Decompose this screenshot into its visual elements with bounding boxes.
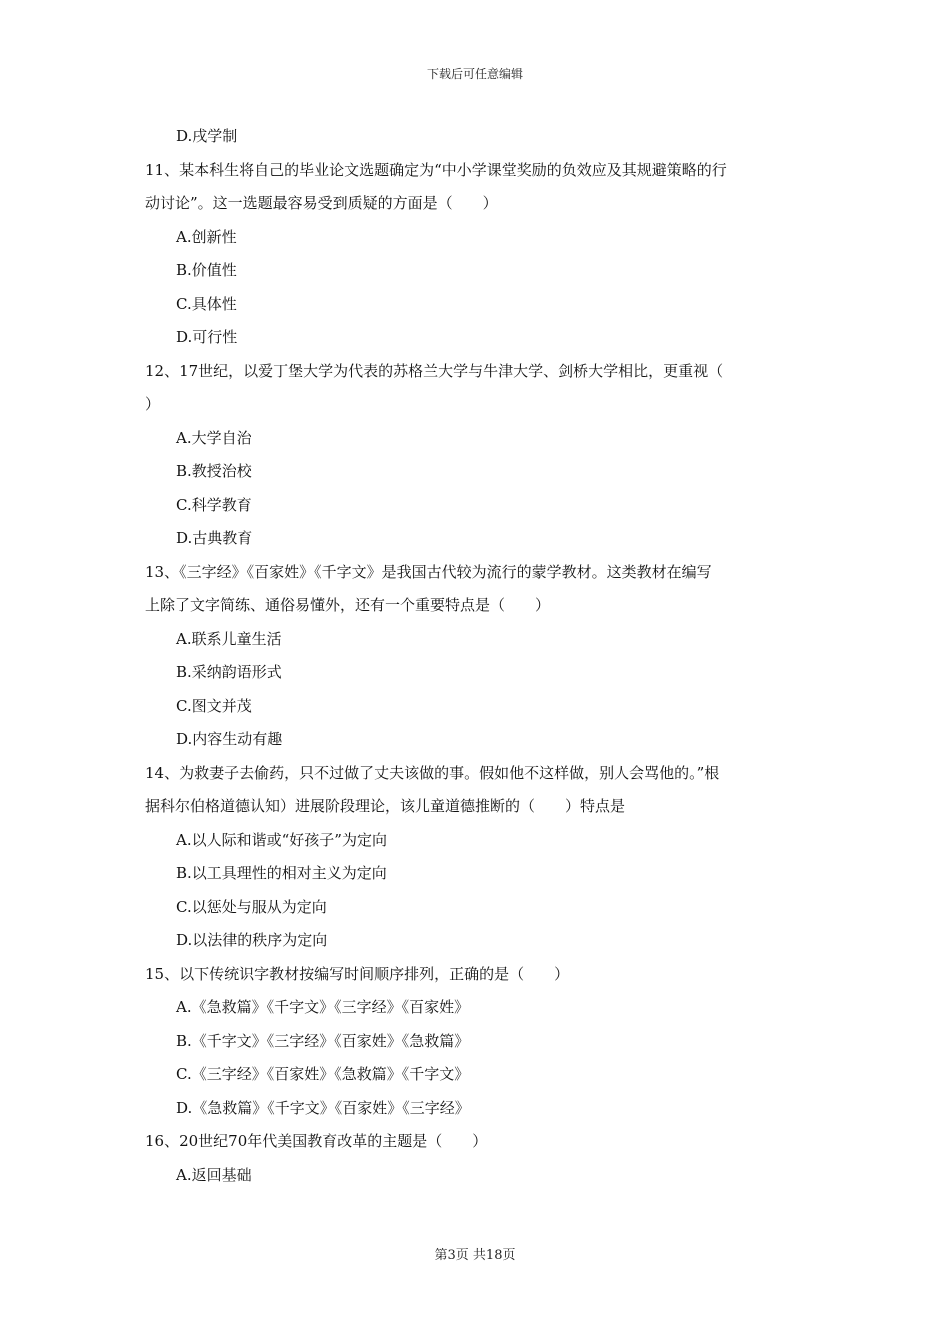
- answer-option: B.以工具理性的相对主义为定向: [176, 864, 387, 882]
- answer-option: A.创新性: [176, 227, 237, 246]
- question-text: 13、《三字经》《百家姓》《千字文》是我国古代较为流行的蒙学教材。这类教材在编写: [145, 562, 712, 581]
- answer-option: D.内容生动有趣: [176, 730, 283, 748]
- answer-option: B.采纳韵语形式: [176, 663, 282, 681]
- answer-option: A.以人际和谐或“好孩子”为定向: [176, 830, 387, 849]
- answer-option: A.《急救篇》《千字文》《三字经》《百家姓》: [176, 998, 470, 1016]
- answer-option: D.《急救篇》《千字文》《百家姓》《三字经》: [176, 1098, 470, 1117]
- answer-option: C.图文并茂: [176, 696, 252, 715]
- question-text: 12、17世纪，以爱丁堡大学为代表的苏格兰大学与牛津大学、剑桥大学相比，更重视（: [145, 361, 724, 380]
- answer-option: D.以法律的秩序为定向: [176, 931, 328, 949]
- answer-option: B.价值性: [176, 261, 237, 279]
- answer-option: C.《三字经》《百家姓》《急救篇》《千字文》: [176, 1065, 470, 1083]
- answer-option: B.教授治校: [176, 462, 252, 480]
- page-header: 下载后可任意编辑: [426, 67, 523, 81]
- answer-option: A.大学自治: [176, 428, 252, 447]
- question-text-continued: 据科尔伯格道德认知）进展阶段理论，该儿童道德推断的（ ）特点是: [145, 797, 626, 815]
- question-text-continued: 上除了文字简练、通俗易懂外，还有一个重要特点是（ ）: [145, 596, 551, 614]
- answer-option: D.戌学制: [176, 127, 238, 145]
- answer-option: C.具体性: [176, 294, 237, 313]
- answer-option: C.以惩处与服从为定向: [176, 897, 327, 916]
- document-body: [145, 120, 809, 1192]
- page-footer: 第3页 共18页: [434, 1248, 516, 1263]
- answer-option: B.《千字文》《三字经》《百家姓》《急救篇》: [176, 1031, 470, 1050]
- question-text: 11、某本科生将自己的毕业论文选题确定为“中小学课堂奖励的负效应及其规避策略的行: [145, 160, 727, 179]
- answer-option: A.返回基础: [176, 1165, 252, 1184]
- question-text: 16、20世纪70年代美国教育改革的主题是（ ）: [145, 1132, 488, 1150]
- answer-option: C.科学教育: [176, 495, 252, 514]
- question-text: 14、为救妻子去偷药，只不过做了丈夫该做的事。假如他不这样做，别人会骂他的。”根: [145, 763, 720, 782]
- question-text: 15、以下传统识字教材按编写时间顺序排列，正确的是（ ）: [145, 964, 570, 983]
- answer-option: D.古典教育: [176, 529, 253, 547]
- answer-option: A.联系儿童生活: [176, 629, 282, 648]
- answer-option: D.可行性: [176, 328, 238, 346]
- question-text-continued: ）: [145, 395, 161, 413]
- question-text-continued: 动讨论”。这一选题最容易受到质疑的方面是（ ）: [145, 194, 498, 212]
